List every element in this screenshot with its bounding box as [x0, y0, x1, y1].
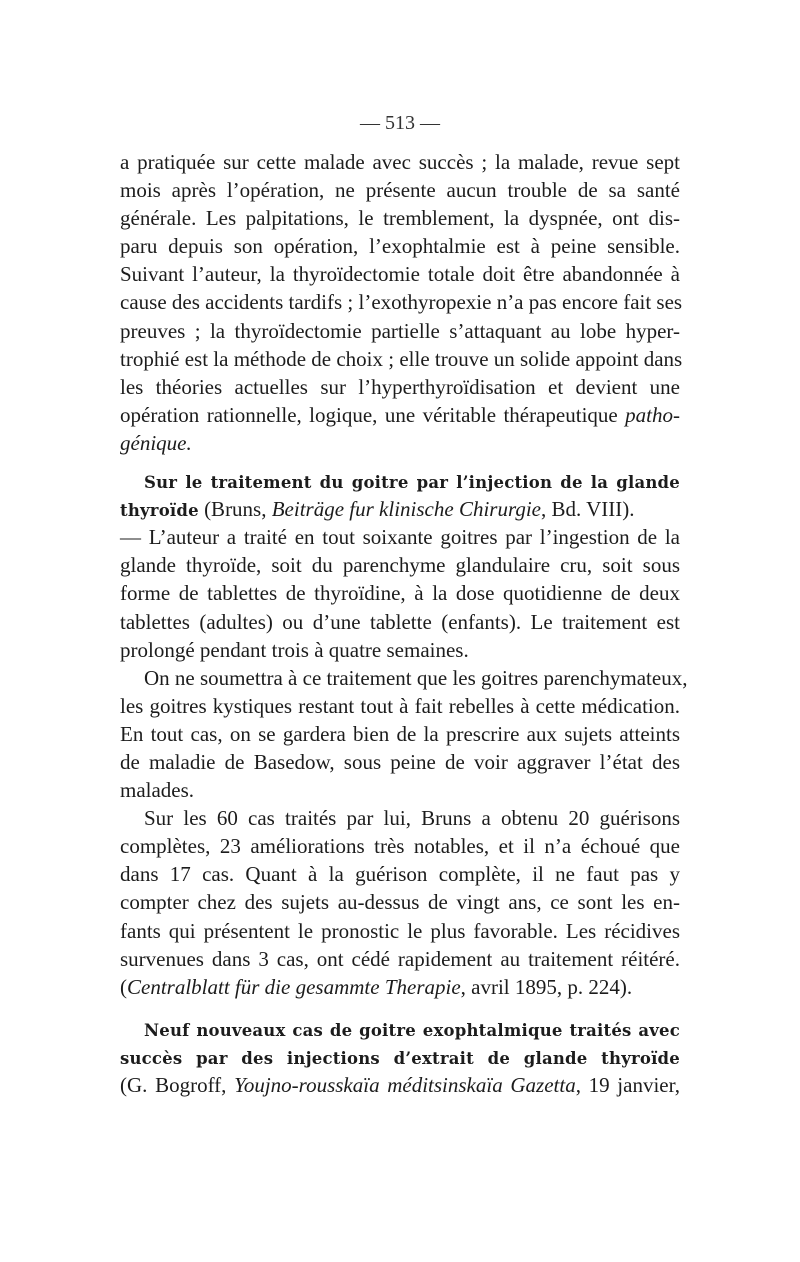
text-line: de maladie de Basedow, sous peine de voir aggraver l’état des: [120, 749, 680, 774]
text-line: survenues dans 3 cas, ont cédé rapidement au traitement réitéré.: [120, 946, 680, 971]
citation: (Bruns,: [198, 497, 272, 522]
citation: , avril 1895, p. 224).: [460, 974, 633, 999]
article-title: Sur le traitement du goitre par l’injection de la glande: [144, 473, 680, 493]
text-line: les théories actuelles sur l’hyperthyroïdisation et devient une: [120, 374, 680, 399]
text-line: compter chez des sujets au-dessus de vingt ans, ce sont les en-: [120, 890, 680, 915]
text-line: On ne soumettra à ce traitement que les goitres parenchymateux,: [144, 665, 688, 690]
text-line: glande thyroïde, soit du parenchyme glandulaire cru, soit sous: [120, 553, 680, 578]
text-segment: opération rationnelle, logique, une véritable thérapeutique: [120, 402, 618, 427]
source-line: [120, 973, 680, 1001]
italic-segment: patho-: [625, 402, 680, 427]
text-line: trophié est la méthode de choix ; elle trouve un solide appoint dans: [120, 346, 683, 371]
citation: , Bd. VIII).: [541, 497, 635, 522]
citation-line: [120, 1071, 680, 1099]
article-title-line: [120, 495, 680, 523]
page-number: — 513 —: [360, 112, 440, 134]
text-line: paru depuis son opération, l’exophtalmie est à peine sensible.: [120, 234, 680, 259]
article-title-line: [120, 1015, 680, 1043]
citation: (G. Bogroff,: [120, 1073, 235, 1097]
page-body: [120, 148, 688, 1099]
text-line: prolongé pendant trois à quatre semaines.: [120, 637, 469, 662]
journal-name: Centralblatt für die gesammte Therapie: [127, 974, 461, 999]
text-line: preuves ; la thyroïdectomie partielle s’attaquant au lobe hyper-: [120, 318, 680, 343]
italic-segment: génique.: [120, 430, 192, 455]
journal-name: Youjno-rousskaïa méditsinskaïa Gazetta: [234, 1073, 576, 1097]
text-line: [120, 429, 680, 457]
text-line: complètes, 23 améliorations très notables, et il n’a échoué que: [120, 834, 680, 859]
text-line: [120, 401, 680, 429]
text-line: Sur les 60 cas traités par lui, Bruns a obtenu 20 guérisons: [144, 806, 680, 831]
text-line: forme de tablettes de thyroïdine, à la dose quotidienne de deux: [120, 581, 680, 606]
text-line: dans 17 cas. Quant à la guérison complète, il ne faut pas y: [120, 862, 680, 887]
text-line: Suivant l’auteur, la thyroïdectomie totale doit être abandonnée à: [120, 262, 680, 287]
article-title: thyroïde: [120, 501, 199, 521]
text-line: a pratiquée sur cette malade avec succès ; la malade, revue sept: [120, 150, 680, 174]
text-line: générale. Les palpitations, le tremblement, la dyspnée, ont dis-: [120, 206, 680, 231]
citation: (: [120, 974, 127, 999]
text-line: fants qui présentent le pronostic le plus favorable. Les récidives: [120, 918, 680, 943]
text-line: — L’auteur a traité en tout soixante goitres par l’ingestion de la: [120, 525, 680, 550]
article-title-line: [120, 467, 680, 495]
article-title: succès par des injections d’extrait de glande thyroïde: [120, 1048, 680, 1068]
journal-name: Beiträge fur klinische Chirurgie: [271, 497, 542, 522]
text-line: En tout cas, on se gardera bien de la prescrire aux sujets atteints: [120, 721, 680, 746]
text-line: malades.: [120, 778, 195, 803]
article-title: Neuf nouveaux cas de goitre exophtalmique traités avec: [144, 1020, 680, 1040]
article-title-line: [120, 1043, 680, 1071]
text-line: cause des accidents tardifs ; l’exothyropexie n’a pas encore fait ses: [120, 290, 683, 315]
text-line: tablettes (adultes) ou d’une tablette (enfants). Le traitement est: [120, 609, 680, 634]
citation: , 19 janvier,: [575, 1073, 681, 1097]
text-line: les goitres kystiques restant tout à fait rebelles à cette médication.: [120, 693, 680, 718]
text-line: mois après l’opération, ne présente aucun trouble de sa santé: [120, 178, 680, 203]
